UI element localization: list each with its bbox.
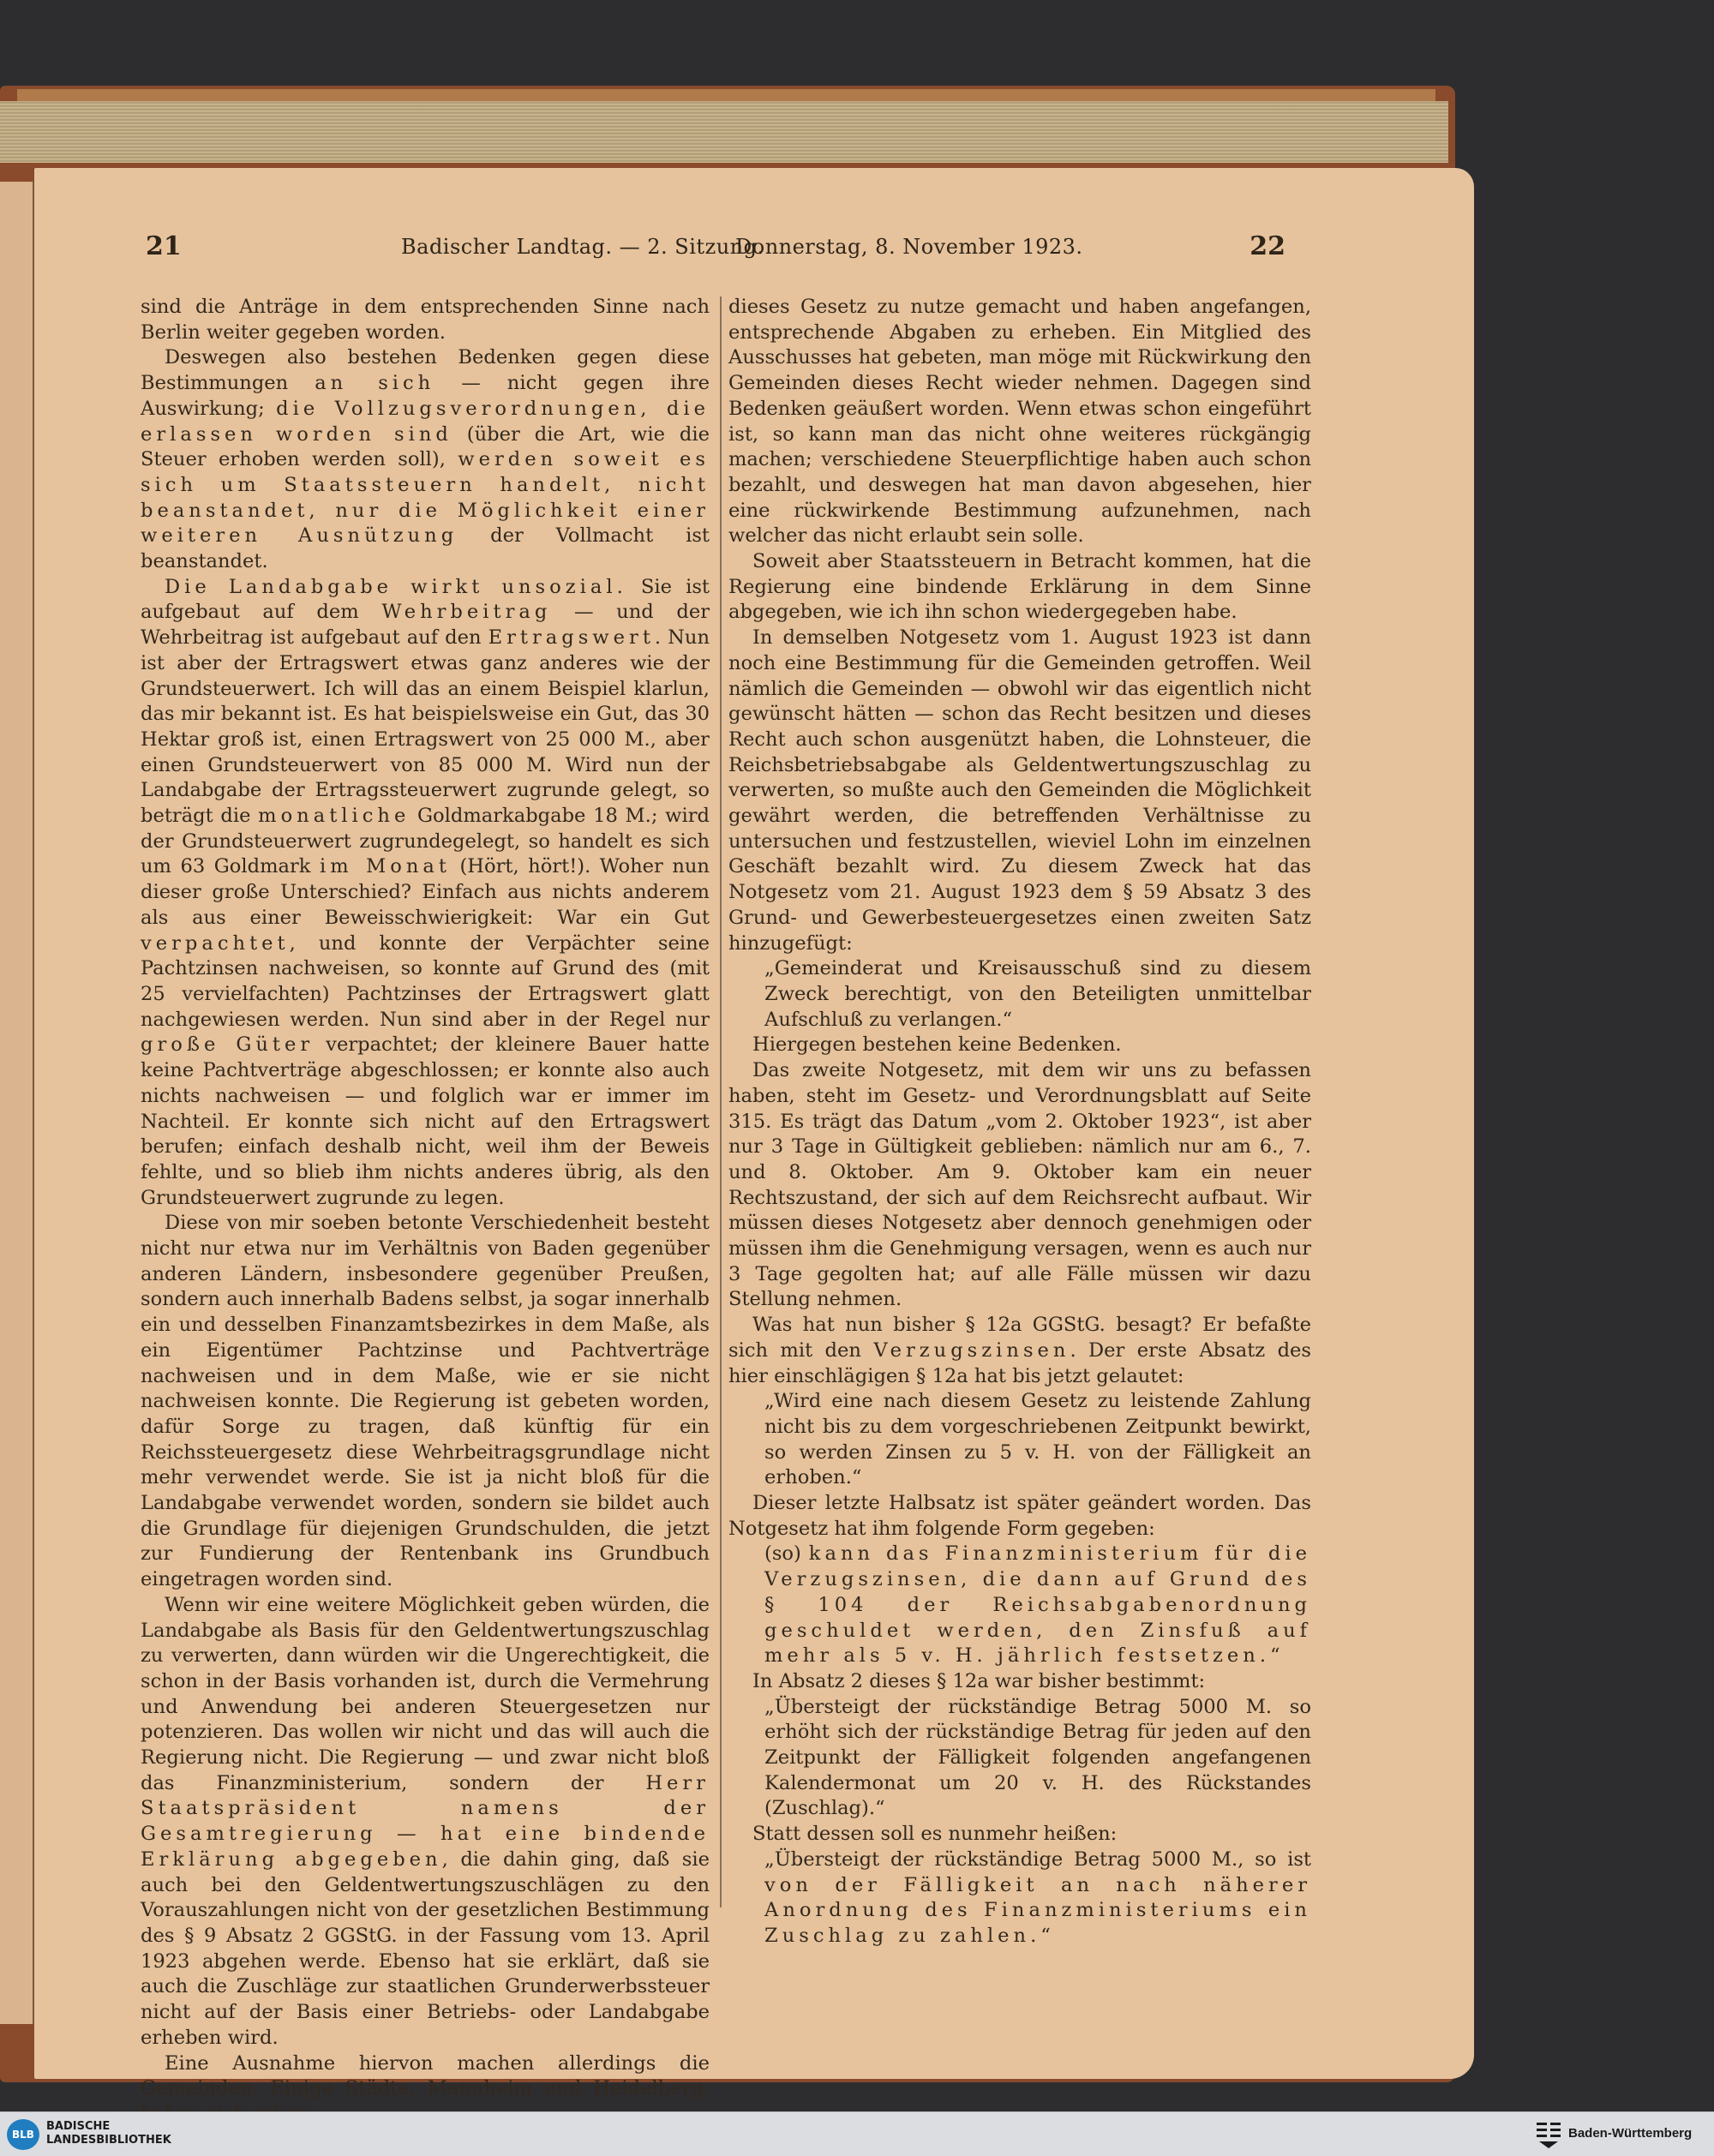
quote-1: „Gemeinderat und Kreisausschuß sind zu diesem Zweck berechtigt, von den Beteiligten unmittelbar Aufschluß zu verlangen.“: [764, 957, 1311, 1031]
right-paragraph-9: Statt dessen soll es nunmehr heißen:: [752, 1823, 1118, 1846]
text-run: Goldmarkabgabe 18 M.; wird der Grundsteuerwert zugrundegelegt, so handelt es sich um 63 Goldmark: [141, 805, 710, 878]
spaced-emphasis: die Vollzugsverordnungen, die erlassen worden sind: [141, 397, 710, 446]
right-text-column: [728, 295, 1311, 1949]
text-run: (über die Art, wie die Steuer erhoben werden soll),: [141, 422, 710, 471]
institution-line-2: LANDESBIBLIOTHEK: [46, 2134, 171, 2147]
left-paragraph-1: sind die Anträge in dem entsprechenden Sinne nach Berlin weiter gegeben worden.: [141, 296, 710, 344]
spaced-emphasis: monatliche: [258, 805, 411, 828]
viewer-footer: [0, 2111, 1714, 2156]
right-paragraph-4: Hiergegen bestehen keine Bedenken.: [752, 1033, 1122, 1057]
left-paragraph-4: Diese von mir soeben betonte Verschiedenheit besteht nicht nur etwa nur im Verhältnis von Baden gegenüber anderen Ländern, insbesondere gegenüber Preußen, sondern auch innerhalb Badens selbst, ja sogar innerhalb ein und desselben Finanzamtsbezirkes in dem Maße, als ein Eigentümer Pachtzinse und Pachtverträge nachweisen und in dem Maße, wie er sie nicht nachweisen konnte. Die Regierung ist gebeten worden, dafür Sorge zu tragen, daß künftig für ein Reichssteuergesetz diese Wehrbeitragsgrundlage nicht mehr verwendet werde. Sie ist ja nicht bloß für die Landabgabe verwendet worden, sondern sie bildet auch die Grundlage für diejenigen Grundschulden, die jetzt zur Fundierung der Rentenbank ins Grundbuch eingetragen worden sind.: [141, 1212, 710, 1591]
text-run: (so): [764, 1542, 809, 1566]
text-run: (Hört, hört!). Woher nun dieser große Unterschied? Einfach aus nichts anderem als aus einer Beweisschwierigkeit: War ein Gut: [141, 855, 710, 929]
spaced-emphasis: Die Landabgabe wirkt unsozial.: [165, 575, 627, 598]
spaced-emphasis: Ertragswert: [488, 626, 655, 650]
text-run: Wenn wir eine weitere Möglichkeit geben würden, die Landabgabe als Basis für den Geldentwertungszuschlag zu verwerten, dann würden wir die Ungerechtigkeit, die schon in der Basis vorhanden ist, durch die Vermehrung und Anwendung bei anderen Steuergesetzen nur potenzieren. Das wollen wir nicht und das will auch die Regierung nicht. Die Regierung — und zwar nicht bloß das Finanzministerium, sondern der: [141, 1593, 710, 1794]
text-run: — nicht gegen ihre Auswirkung;: [141, 372, 710, 420]
text-run: „Übersteigt der rückständige Betrag 5000 M., so ist: [764, 1848, 1311, 1871]
spaced-emphasis: von der Fälligkeit an nach näherer Anordnung des Finanzministeriums ein Zuschlag zu zahlen.“: [764, 1873, 1311, 1947]
page-number-right: 22: [1250, 231, 1286, 261]
text-run: Sie ist aufgebaut auf dem: [141, 575, 710, 624]
spaced-emphasis: Herr Staatspräsident namens der Gesamtregierung — hat eine bindende Erklärung abgegeben: [141, 1771, 710, 1871]
text-run: der Vollmacht ist beanstandet.: [141, 524, 710, 573]
spaced-emphasis: im Monat: [319, 855, 451, 878]
text-run: . Der erste Absatz des hier einschlägigen § 12a hat bis jetzt gelautet:: [728, 1339, 1312, 1387]
right-paragraph-8: In Absatz 2 dieses § 12a war bisher bestimmt:: [752, 1669, 1206, 1692]
left-paragraph-6: Eine Ausnahme hiervon machen allerdings die Gemeinden. Einige Städte, Mannheim und Heidelberg,: [141, 2051, 710, 2100]
spaced-emphasis: Verzugszinsen: [873, 1339, 1070, 1362]
baden-wuerttemberg-emblem-icon: [1534, 2119, 1563, 2150]
text-run: Deswegen also bestehen Bedenken gegen diese Bestimmungen: [141, 346, 710, 395]
column-rule: [720, 296, 722, 1907]
header-title-left: Badischer Landtag. — 2. Sitzung.: [401, 235, 764, 259]
right-paragraph-5: Das zweite Notgesetz, mit dem wir uns zu befassen haben, steht im Gesetz- und Verordnungsblatt auf Seite 315. Es trägt das Datum „vom 2. Oktober 1923“, ist aber nur 3 Tage in Gültigkeit geblieben: nämlich nur am 6., 7. und 8. Oktober. Am 9. Oktober kam ein neuer Rechtszustand, der sich auf dem Reichsrecht aufbaut. Wir müssen dieses Notgesetz aber dennoch genehmigen oder müssen ihm die Genehmigung versagen, wenn es auch nur 3 Tage gegolten hat; auf alle Fälle müssen wir dazu Stellung nehmen.: [728, 1059, 1311, 1311]
quote-5: [764, 1848, 1311, 1949]
right-paragraph-3: In demselben Notgesetz vom 1. August 1923 ist dann noch eine Bestimmung für die Gemeinden getroffen. Weil nämlich die Gemeinden — obwohl wir das eigentlich nicht gewünscht hätten — schon das Recht besitzen und dieses Recht auch schon ausgenützt haben, die Lohnsteuer, die Reichsbetriebsabgabe als Geldentwertungszuschlag zu verwerten, so mußte auch den Gemeinden die Möglichkeit gewährt werden, die betreffenden Verhältnisse zu untersuchen und festzustellen, wieviel Lohn im einzelnen Geschäft bezahlt wird. Zu diesem Zweck hat das Notgesetz vom 21. August 1923 dem § 59 Absatz 3 des Grund- und Gewerbesteuergesetzes einen zweiten Satz hinzugefügt:: [728, 626, 1311, 955]
running-header: [137, 231, 1286, 266]
right-paragraph-6: [728, 1313, 1311, 1389]
right-paragraph-2: Soweit aber Staatssteuern in Betracht kommen, hat die Regierung eine bindende Erklärung in dem Sinne abgegeben, wie ich ihn schon wiedergegeben habe.: [728, 550, 1311, 624]
left-paragraph-3: [141, 575, 710, 1212]
text-run: , und konnte der Verpächter seine Pachtzinsen nachweisen, so konnte auf Grund des (mit 25 vervielfachten) Pachtzinses der Ertragswert glatt nachgewiesen werden. Nun sind aber in der Regel nur: [141, 931, 710, 1031]
quote-4: „Übersteigt der rückständige Betrag 5000 M. so erhöht sich der rückständige Betrag für jeden auf den Zeitpunkt der Fälligkeit folgenden angefangenen Kalendermonat um 20 v. H. des Rückstandes (Zuschlag).“: [764, 1695, 1311, 1820]
text-run: — und der Wehrbeitrag ist aufgebaut auf den: [141, 601, 710, 650]
quote-2: „Wird eine nach diesem Gesetz zu leistende Zahlung nicht bis zu dem vorgeschriebenen Zeitpunkt bewirkt, so werden Zinsen zu 5 v. H. von der Fälligkeit an erhoben.“: [764, 1390, 1311, 1489]
partner-name[interactable]: Baden-Württemberg: [1568, 2126, 1693, 2141]
spaced-emphasis: verpachtet: [141, 931, 290, 955]
page-edges: [0, 101, 1448, 163]
spaced-emphasis: werden soweit es sich um Staatssteuern handelt, nicht beanstandet, nur die Möglichkeit einer weiteren Ausnützung: [141, 448, 710, 548]
left-page-sliver: [0, 182, 35, 2024]
institution-line-1: BADISCHE: [46, 2120, 111, 2133]
left-paragraph-5: [141, 1593, 710, 2051]
blb-logo[interactable]: BLB: [7, 2119, 39, 2150]
right-paragraph-1: dieses Gesetz zu nutze gemacht und haben angefangen, entsprechende Abgaben zu erheben. Ein Mitglied des Ausschusses hat gebeten, man möge mit Rückwirkung den Gemeinden dieses Recht wieder nehmen. Dagegen sind Bedenken geäußert worden. Wenn etwas schon eingeführt ist, so kann man das nicht ohne weiteres rückgängig machen; verschiedene Steuerpflichtige haben auch schon bezahlt, und deswegen hat man davon abgesehen, hier eine rückwirkende Bestimmung aufzunehmen, nach welcher das nicht erlaubt sein solle.: [728, 296, 1311, 548]
page-number-left: 21: [146, 231, 182, 261]
left-text-column: [141, 295, 710, 2128]
quote-3: [764, 1542, 1311, 1669]
text-run: verpachtet; der kleinere Bauer hatte keine Pachtverträge abgeschlossen; er konnte also auch nichts nachweisen — und folglich war er immer im Nachteil. Er konnte sich nicht auf den Ertragswert berufen; einfach deshalb nicht, weil ihm der Beweis fehlte, und so blieb ihm nichts anderes übrig, als den Grundsteuerwert zugrunde zu legen.: [141, 1033, 710, 1209]
spaced-emphasis: an sich: [315, 372, 435, 395]
text-run: Was hat nun bisher § 12a GGStG. besagt? Er befaßte sich mit den: [728, 1314, 1311, 1362]
right-paragraph-7: Dieser letzte Halbsatz ist später geändert worden. Das Notgesetz hat ihm folgende Form gegeben:: [728, 1492, 1311, 1540]
left-paragraph-2: [141, 345, 710, 574]
text-run: , die dahin ging, daß sie auch bei den Geldentwertungszuschlägen zu den Vorauszahlungen nicht von der gesetzlichen Bestimmung des § 9 Absatz 2 GGStG. in der Fassung vom 13. April 1923 abgehen werde. Ebenso hat sie erklärt, daß sie auch die Zuschläge zur staatlichen Grunderwerbssteuer nicht auf der Basis einer Betriebs- oder Landabgabe erheben wird.: [141, 1848, 710, 2049]
text-run: . Nun ist aber der Ertragswert etwas ganz anderes wie der Grundsteuerwert. Ich will das an einem Beispiel klarlun, das mir bekannt ist. Es hat beispielsweise ein Gut, das 30 Hektar groß ist, einen Ertragswert von 25 000 M., aber einen Grundsteuerwert von 85 000 M. Wird nun der Landabgabe der Ertragssteuerwert zugrunde gelegt, so beträgt die: [141, 626, 710, 828]
spaced-emphasis: Wehrbeitrag: [381, 601, 552, 624]
spaced-emphasis: kann das Finanzministerium für die Verzugszinsen, die dann auf Grund des § 104 der Reichsabgabenordnung geschuldet werden, den Zinsfuß auf mehr als 5 v. H. jährlich festsetzen.“: [764, 1542, 1311, 1668]
header-title-right: Donnerstag, 8. November 1923.: [735, 235, 1083, 259]
spaced-emphasis: große Güter: [141, 1033, 315, 1057]
institution-name[interactable]: [46, 2120, 171, 2147]
